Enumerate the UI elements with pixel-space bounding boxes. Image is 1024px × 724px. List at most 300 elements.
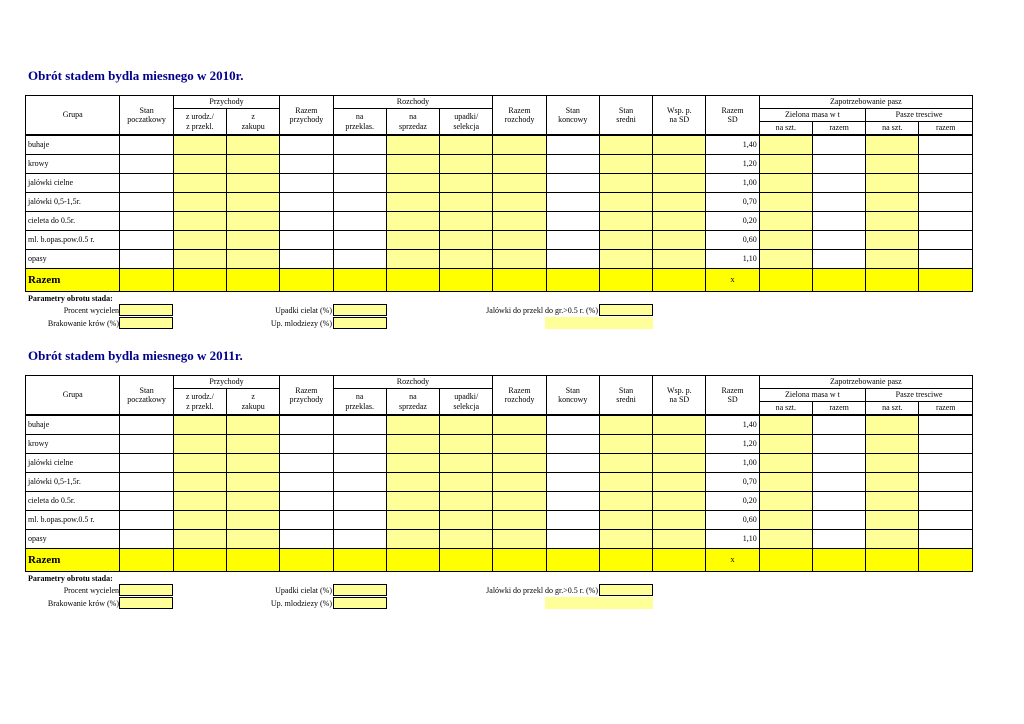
- total-cell: [653, 549, 706, 572]
- input-cell[interactable]: [812, 135, 865, 155]
- total-cell: [386, 549, 439, 572]
- input-cell[interactable]: [227, 492, 280, 511]
- input-cell[interactable]: [280, 473, 333, 492]
- input-cell[interactable]: [919, 530, 973, 549]
- up-mlodziezy-input[interactable]: [333, 317, 387, 329]
- input-cell[interactable]: [653, 530, 706, 549]
- input-cell[interactable]: [386, 473, 439, 492]
- input-cell[interactable]: [812, 435, 865, 454]
- input-cell[interactable]: [812, 454, 865, 473]
- input-cell[interactable]: [653, 473, 706, 492]
- header-stan-poczatkowy: [120, 376, 173, 416]
- input-cell[interactable]: [919, 135, 973, 155]
- input-cell[interactable]: [440, 135, 493, 155]
- input-cell[interactable]: [759, 193, 812, 212]
- input-cell[interactable]: [440, 435, 493, 454]
- section-title: Obrót stadem bydla miesnego w 2010r.: [28, 68, 244, 83]
- input-cell[interactable]: [493, 231, 546, 250]
- input-cell[interactable]: [227, 193, 280, 212]
- input-cell[interactable]: [919, 435, 973, 454]
- header-razem: razem: [812, 402, 865, 416]
- input-cell[interactable]: [440, 193, 493, 212]
- header-line-1: z: [251, 112, 255, 122]
- input-cell[interactable]: [866, 250, 919, 269]
- brakowanie-krow-label: Brakowanie krów (%): [47, 599, 119, 608]
- input-cell[interactable]: [227, 231, 280, 250]
- input-cell[interactable]: [333, 212, 386, 231]
- input-cell[interactable]: [919, 415, 973, 435]
- header-na-szt: na szt.: [866, 122, 919, 136]
- input-cell[interactable]: [866, 193, 919, 212]
- group-label: buhaje: [26, 415, 120, 435]
- wsp-value: 1,40: [706, 135, 759, 155]
- input-cell[interactable]: [227, 174, 280, 193]
- input-cell[interactable]: [173, 492, 226, 511]
- input-cell[interactable]: [440, 492, 493, 511]
- input-cell[interactable]: [120, 231, 173, 250]
- input-cell[interactable]: [120, 415, 173, 435]
- input-cell[interactable]: [866, 212, 919, 231]
- input-cell[interactable]: [227, 454, 280, 473]
- input-cell[interactable]: [866, 135, 919, 155]
- input-cell[interactable]: [546, 193, 599, 212]
- input-cell[interactable]: [386, 415, 439, 435]
- input-cell[interactable]: [759, 155, 812, 174]
- input-cell[interactable]: [227, 435, 280, 454]
- group-label: ml. b.opas.pow.0.5 r.: [26, 511, 120, 530]
- input-cell[interactable]: [919, 511, 973, 530]
- input-cell[interactable]: [333, 454, 386, 473]
- upadki-cielat-label: Upadki cielat (%): [275, 586, 332, 595]
- input-cell[interactable]: [280, 511, 333, 530]
- input-cell[interactable]: [866, 511, 919, 530]
- total-wsp: x: [706, 269, 759, 292]
- input-cell[interactable]: [173, 454, 226, 473]
- input-cell[interactable]: [333, 250, 386, 269]
- group-label: krowy: [26, 435, 120, 454]
- input-cell[interactable]: [280, 155, 333, 174]
- header-razem-sd: [706, 96, 759, 136]
- input-cell[interactable]: [227, 530, 280, 549]
- jalowki-przekl-input[interactable]: [599, 584, 653, 596]
- input-cell[interactable]: [386, 135, 439, 155]
- header-line-2: przeklas.: [345, 401, 374, 411]
- input-cell[interactable]: [173, 511, 226, 530]
- input-cell[interactable]: [280, 174, 333, 193]
- input-cell[interactable]: [280, 193, 333, 212]
- input-cell[interactable]: [280, 435, 333, 454]
- header-line-2: rozchody: [504, 395, 535, 404]
- input-cell[interactable]: [120, 473, 173, 492]
- input-cell[interactable]: [386, 193, 439, 212]
- input-cell[interactable]: [919, 231, 973, 250]
- input-cell[interactable]: [333, 415, 386, 435]
- input-cell[interactable]: [333, 193, 386, 212]
- table-row: [26, 492, 973, 511]
- input-cell[interactable]: [280, 135, 333, 155]
- input-cell[interactable]: [546, 174, 599, 193]
- table-row: [26, 231, 973, 250]
- header-upadki-selekcja: [440, 109, 493, 136]
- input-cell[interactable]: [919, 454, 973, 473]
- input-cell[interactable]: [173, 530, 226, 549]
- input-cell[interactable]: [493, 435, 546, 454]
- input-cell[interactable]: [333, 155, 386, 174]
- brakowanie-krow-input[interactable]: [119, 317, 173, 329]
- header-line-2: przeklas.: [345, 121, 374, 131]
- total-cell: [546, 549, 599, 572]
- input-cell[interactable]: [866, 155, 919, 174]
- input-cell[interactable]: [546, 212, 599, 231]
- input-cell[interactable]: [440, 231, 493, 250]
- input-cell[interactable]: [759, 511, 812, 530]
- header-na-sprzedaz: [386, 389, 439, 416]
- input-cell[interactable]: [173, 155, 226, 174]
- jalowki-przekl-input[interactable]: [599, 304, 653, 316]
- header-line-2: selekcja: [453, 121, 480, 131]
- table-row: [26, 415, 973, 435]
- header-line-1: Razem: [295, 385, 318, 395]
- header-zapotrzebowanie: Zapotrzebowanie pasz: [759, 376, 972, 389]
- input-cell[interactable]: [173, 212, 226, 231]
- input-cell[interactable]: [333, 231, 386, 250]
- group-label: opasy: [26, 250, 120, 269]
- header-stan-sredni: [599, 376, 652, 416]
- total-cell: [386, 269, 439, 292]
- total-cell: [173, 549, 226, 572]
- header-z-urodz: [173, 389, 226, 416]
- input-cell[interactable]: [333, 473, 386, 492]
- header-razem-przychody: [280, 376, 333, 416]
- header-line-2: selekcja: [453, 401, 480, 411]
- input-cell[interactable]: [866, 415, 919, 435]
- input-cell[interactable]: [173, 174, 226, 193]
- input-cell[interactable]: [440, 250, 493, 269]
- input-cell[interactable]: [280, 415, 333, 435]
- header-line-2: rozchody: [504, 115, 535, 124]
- input-cell[interactable]: [812, 530, 865, 549]
- input-cell[interactable]: [919, 492, 973, 511]
- input-cell[interactable]: [386, 435, 439, 454]
- input-cell[interactable]: [120, 435, 173, 454]
- input-cell[interactable]: [599, 231, 652, 250]
- input-cell[interactable]: [653, 250, 706, 269]
- input-cell[interactable]: [546, 511, 599, 530]
- input-cell[interactable]: [759, 135, 812, 155]
- input-cell[interactable]: [440, 530, 493, 549]
- header-z-urodz: [173, 109, 226, 136]
- input-cell[interactable]: [280, 250, 333, 269]
- input-cell[interactable]: [440, 174, 493, 193]
- input-cell[interactable]: [812, 212, 865, 231]
- input-cell[interactable]: [280, 212, 333, 231]
- header-stan-sredni: [599, 96, 652, 136]
- input-cell[interactable]: [759, 212, 812, 231]
- input-cell[interactable]: [546, 492, 599, 511]
- input-cell[interactable]: [653, 415, 706, 435]
- header-line-1: Wsp. p.: [666, 105, 692, 115]
- input-cell[interactable]: [653, 193, 706, 212]
- total-row: [26, 549, 973, 572]
- header-zielona-masa: Zielona masa w t: [759, 109, 866, 122]
- input-cell[interactable]: [546, 454, 599, 473]
- input-cell[interactable]: [493, 250, 546, 269]
- input-cell[interactable]: [653, 492, 706, 511]
- input-cell[interactable]: [812, 250, 865, 269]
- total-cell: [866, 269, 919, 292]
- input-cell[interactable]: [493, 454, 546, 473]
- input-cell[interactable]: [653, 135, 706, 155]
- input-cell[interactable]: [653, 511, 706, 530]
- input-cell[interactable]: [173, 415, 226, 435]
- input-cell[interactable]: [227, 415, 280, 435]
- input-cell[interactable]: [759, 473, 812, 492]
- input-cell[interactable]: [227, 511, 280, 530]
- input-cell[interactable]: [280, 530, 333, 549]
- input-cell[interactable]: [333, 174, 386, 193]
- group-label: cieleta do 0.5r.: [26, 212, 120, 231]
- input-cell[interactable]: [440, 415, 493, 435]
- input-cell[interactable]: [812, 193, 865, 212]
- input-cell[interactable]: [866, 231, 919, 250]
- input-cell[interactable]: [599, 135, 652, 155]
- jalowki-przekl-label: Jalówki do przekl do gr.>0.5 r. (%): [486, 306, 598, 315]
- input-cell[interactable]: [120, 212, 173, 231]
- input-cell[interactable]: [386, 511, 439, 530]
- input-cell[interactable]: [599, 250, 652, 269]
- input-cell[interactable]: [812, 492, 865, 511]
- input-cell[interactable]: [493, 530, 546, 549]
- params-title: Parametry obrotu stada:: [28, 294, 113, 303]
- header-line-2: SD: [727, 395, 738, 404]
- input-cell[interactable]: [493, 511, 546, 530]
- input-cell[interactable]: [546, 435, 599, 454]
- input-cell[interactable]: [120, 135, 173, 155]
- table-row: [26, 454, 973, 473]
- input-cell[interactable]: [280, 231, 333, 250]
- input-cell[interactable]: [333, 135, 386, 155]
- input-cell[interactable]: [759, 231, 812, 250]
- up-mlodziezy-input[interactable]: [333, 597, 387, 609]
- input-cell[interactable]: [120, 530, 173, 549]
- input-cell[interactable]: [120, 511, 173, 530]
- input-cell[interactable]: [546, 473, 599, 492]
- input-cell[interactable]: [440, 473, 493, 492]
- upadki-cielat-input[interactable]: [333, 304, 387, 316]
- input-cell[interactable]: [386, 212, 439, 231]
- input-cell[interactable]: [919, 193, 973, 212]
- extra-fill-cell: [545, 597, 653, 609]
- input-cell[interactable]: [333, 492, 386, 511]
- input-cell[interactable]: [120, 454, 173, 473]
- input-cell[interactable]: [440, 212, 493, 231]
- input-cell[interactable]: [120, 250, 173, 269]
- table-row: [26, 473, 973, 492]
- table-row: [26, 435, 973, 454]
- input-cell[interactable]: [759, 174, 812, 193]
- input-cell[interactable]: [546, 530, 599, 549]
- header-pasze-tresciwe: Pasze tresciwe: [866, 109, 973, 122]
- input-cell[interactable]: [493, 135, 546, 155]
- wsp-value: 1,20: [706, 155, 759, 174]
- input-cell[interactable]: [546, 415, 599, 435]
- input-cell[interactable]: [493, 415, 546, 435]
- input-cell[interactable]: [493, 212, 546, 231]
- total-cell: [120, 269, 173, 292]
- input-cell[interactable]: [759, 415, 812, 435]
- input-cell[interactable]: [386, 174, 439, 193]
- input-cell[interactable]: [599, 435, 652, 454]
- input-cell[interactable]: [546, 250, 599, 269]
- input-cell[interactable]: [440, 155, 493, 174]
- input-cell[interactable]: [812, 231, 865, 250]
- input-cell[interactable]: [333, 511, 386, 530]
- input-cell[interactable]: [227, 155, 280, 174]
- input-cell[interactable]: [599, 511, 652, 530]
- input-cell[interactable]: [919, 155, 973, 174]
- input-cell[interactable]: [386, 155, 439, 174]
- input-cell[interactable]: [599, 155, 652, 174]
- input-cell[interactable]: [493, 473, 546, 492]
- input-cell[interactable]: [759, 530, 812, 549]
- input-cell[interactable]: [866, 492, 919, 511]
- input-cell[interactable]: [812, 473, 865, 492]
- header-line-1: Wsp. p.: [666, 385, 692, 395]
- input-cell[interactable]: [173, 250, 226, 269]
- input-cell[interactable]: [493, 492, 546, 511]
- input-cell[interactable]: [866, 530, 919, 549]
- total-wsp: x: [706, 549, 759, 572]
- input-cell[interactable]: [653, 155, 706, 174]
- wsp-value: 1,10: [706, 250, 759, 269]
- total-cell: [653, 269, 706, 292]
- input-cell[interactable]: [440, 511, 493, 530]
- input-cell[interactable]: [120, 492, 173, 511]
- input-cell[interactable]: [546, 231, 599, 250]
- input-cell[interactable]: [812, 155, 865, 174]
- input-cell[interactable]: [653, 231, 706, 250]
- input-cell[interactable]: [599, 193, 652, 212]
- header-upadki-selekcja: [440, 389, 493, 416]
- header-line-1: upadki/: [454, 112, 479, 122]
- input-cell[interactable]: [173, 135, 226, 155]
- input-cell[interactable]: [866, 454, 919, 473]
- input-cell[interactable]: [653, 212, 706, 231]
- input-cell[interactable]: [599, 492, 652, 511]
- input-cell[interactable]: [812, 174, 865, 193]
- procent-wycielen-input[interactable]: [119, 584, 173, 596]
- header-wsp: [653, 96, 706, 136]
- header-line-2: na SD: [669, 395, 690, 404]
- input-cell[interactable]: [919, 174, 973, 193]
- wsp-value: 1,10: [706, 530, 759, 549]
- header-line-1: Razem: [295, 105, 318, 115]
- total-cell: [599, 269, 652, 292]
- input-cell[interactable]: [227, 135, 280, 155]
- input-cell[interactable]: [812, 415, 865, 435]
- turnover-table: [25, 95, 973, 292]
- input-cell[interactable]: [227, 250, 280, 269]
- input-cell[interactable]: [919, 212, 973, 231]
- header-pasze-tresciwe: Pasze tresciwe: [866, 389, 973, 402]
- header-line-1: Stan: [565, 105, 580, 115]
- header-rozchody: Rozchody: [333, 376, 493, 389]
- input-cell[interactable]: [759, 492, 812, 511]
- input-cell[interactable]: [227, 212, 280, 231]
- procent-wycielen-input[interactable]: [119, 304, 173, 316]
- input-cell[interactable]: [386, 454, 439, 473]
- input-cell[interactable]: [599, 454, 652, 473]
- input-cell[interactable]: [653, 435, 706, 454]
- input-cell[interactable]: [599, 530, 652, 549]
- input-cell[interactable]: [386, 530, 439, 549]
- input-cell[interactable]: [546, 155, 599, 174]
- procent-wycielen-label: Procent wycielen: [63, 306, 119, 315]
- input-cell[interactable]: [120, 174, 173, 193]
- input-cell[interactable]: [759, 454, 812, 473]
- total-cell: [227, 269, 280, 292]
- input-cell[interactable]: [333, 435, 386, 454]
- input-cell[interactable]: [386, 231, 439, 250]
- input-cell[interactable]: [227, 473, 280, 492]
- input-cell[interactable]: [866, 435, 919, 454]
- input-cell[interactable]: [386, 250, 439, 269]
- total-cell: [759, 549, 812, 572]
- input-cell[interactable]: [280, 492, 333, 511]
- wsp-value: 0,20: [706, 492, 759, 511]
- total-cell: [120, 549, 173, 572]
- total-cell: [546, 269, 599, 292]
- input-cell[interactable]: [386, 492, 439, 511]
- input-cell[interactable]: [280, 454, 333, 473]
- input-cell[interactable]: [812, 511, 865, 530]
- total-cell: [227, 549, 280, 572]
- input-cell[interactable]: [173, 231, 226, 250]
- input-cell[interactable]: [866, 174, 919, 193]
- input-cell[interactable]: [599, 415, 652, 435]
- input-cell[interactable]: [120, 155, 173, 174]
- input-cell[interactable]: [173, 435, 226, 454]
- header-wsp: [653, 376, 706, 416]
- header-line-1: na: [355, 112, 364, 122]
- total-cell: [812, 549, 865, 572]
- input-cell[interactable]: [493, 155, 546, 174]
- input-cell[interactable]: [440, 454, 493, 473]
- input-cell[interactable]: [599, 174, 652, 193]
- input-cell[interactable]: [493, 174, 546, 193]
- wsp-value: 0,70: [706, 473, 759, 492]
- input-cell[interactable]: [173, 193, 226, 212]
- total-cell: [333, 269, 386, 292]
- input-cell[interactable]: [653, 174, 706, 193]
- input-cell[interactable]: [546, 135, 599, 155]
- input-cell[interactable]: [120, 193, 173, 212]
- upadki-cielat-input[interactable]: [333, 584, 387, 596]
- input-cell[interactable]: [493, 193, 546, 212]
- input-cell[interactable]: [759, 250, 812, 269]
- input-cell[interactable]: [919, 250, 973, 269]
- header-line-1: Razem: [721, 105, 744, 115]
- input-cell[interactable]: [919, 473, 973, 492]
- input-cell[interactable]: [759, 435, 812, 454]
- input-cell[interactable]: [173, 473, 226, 492]
- input-cell[interactable]: [653, 454, 706, 473]
- input-cell[interactable]: [866, 473, 919, 492]
- input-cell[interactable]: [333, 530, 386, 549]
- brakowanie-krow-input[interactable]: [119, 597, 173, 609]
- input-cell[interactable]: [599, 473, 652, 492]
- input-cell[interactable]: [599, 212, 652, 231]
